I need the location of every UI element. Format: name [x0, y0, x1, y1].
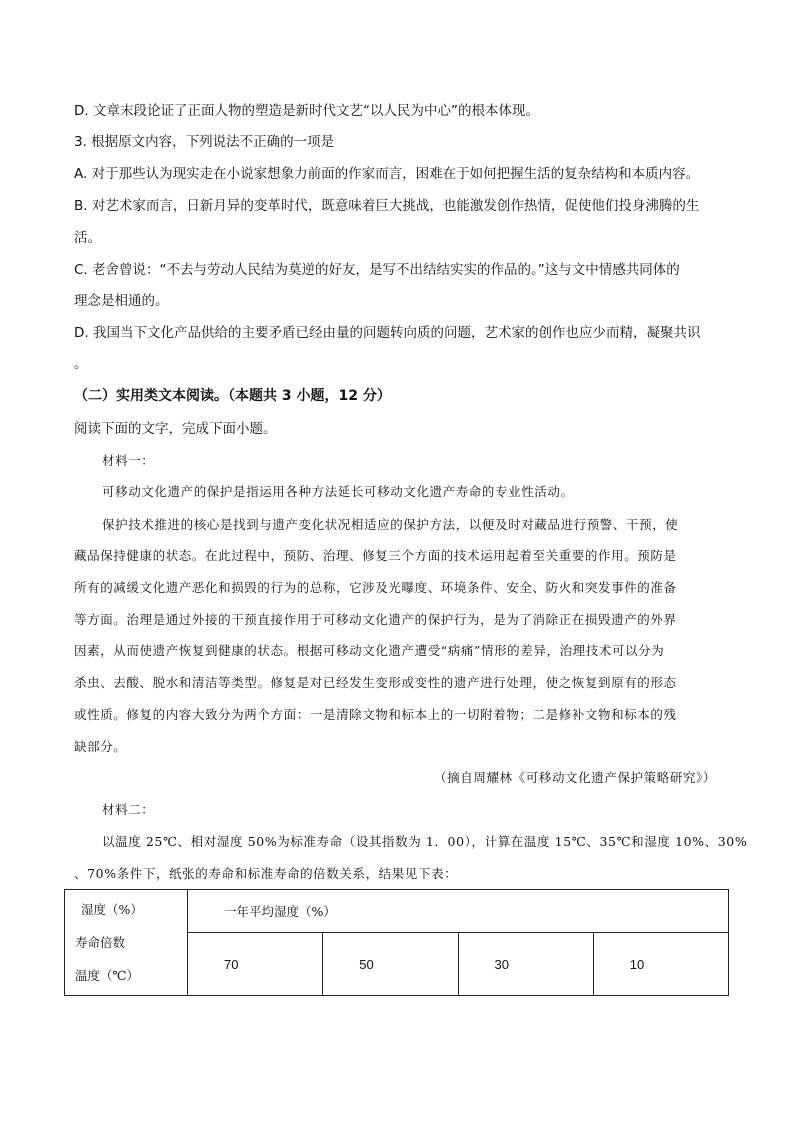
instructions: 阅读下面的文字，完成下面小题。	[74, 421, 277, 437]
table-column-10: 10	[593, 933, 728, 996]
material-1-para2-line4: 等方面。治理是通过外接的干预直接作用于可移动文化遗产的保护行为，是为了消除正在损毁遗产的外界	[74, 612, 677, 627]
material-1-para2-line6: 杀虫、去酸、脱水和清洁等类型。修复是对已经发生变形或变性的遗产进行处理，使之恢复到原有的形态	[74, 675, 677, 690]
material-1-para2-line8: 缺部分。	[74, 739, 127, 754]
option-a: A. 对于那些认为现实走在小说家想象力前面的作家而言，困难在于如何把握生活的复杂结构和本质内容。	[74, 166, 700, 182]
option-d-line2: 。	[74, 356, 88, 372]
option-d-statement: D. 文章末段论证了正面人物的塑造是新时代文艺“以人民为中心”的根本体现。	[74, 103, 539, 119]
material-1-para2-line7: 或性质。修复的内容大致分为两个方面：一是清除文物和标本上的一切附着物；二是修补文物和标本的残	[74, 707, 677, 722]
material-1-para2-line5: 因素，从而使遗产恢复到健康的状态。根据可移动文化遗产遭受“病痛”情形的差异，治理技术可以分为	[74, 643, 665, 658]
header-humidity-label: 湿度（%）	[81, 902, 143, 917]
material-2-para1-line2: 、70%条件下，纸张的寿命和标准寿命的倍数关系，结果见下表：	[74, 866, 458, 881]
table-column-30: 30	[458, 933, 593, 996]
material-1-para2-line3: 所有的减缓文化遗产恶化和损毁的行为的总称，它涉及光曝度、环境条件、安全、防火和突发事件的准备	[74, 580, 677, 595]
material-1-para2-line1: 保护技术推进的核心是找到与遗产变化状况相适应的保护方法，以便及时对藏品进行预警、干预，使	[102, 517, 679, 532]
material-2-title: 材料二：	[102, 802, 155, 817]
option-c-line2: 理念是相通的。	[74, 293, 169, 309]
material-1-para1: 可移动文化遗产的保护是指运用各种方法延长可移动文化遗产寿命的专业性活动。	[102, 484, 574, 499]
lifespan-table	[64, 889, 729, 996]
option-b-line1: B. 对艺术家而言，日新月异的变革时代，既意味着巨大挑战，也能激发创作热情，促使他们投身沸腾的生	[74, 198, 700, 214]
header-temperature-label: 温度（℃）	[75, 968, 139, 983]
option-b-line2: 活。	[74, 230, 101, 246]
table-header-left	[65, 890, 188, 996]
section-heading: （二）实用类文本阅读。（本题共 3 小题，12 分）	[74, 388, 391, 404]
material-1-para2-line2: 藏品保持健康的状态。在此过程中，预防、治理、修复三个方面的技术运用起着至关重要的作用。预防是	[74, 548, 677, 563]
material-2-para1-line1: 以温度 25℃、相对湿度 50%为标准寿命（设其指数为 1．00），计算在温度 15℃、35℃和湿度 10%、30%	[102, 834, 748, 849]
option-c-line1: C. 老舍曾说：“不去与劳动人民结为莫逆的好友，是写不出结结实实的作品的。”这与文中情感共同体的	[74, 262, 680, 278]
table-header-top: 一年平均湿度（%）	[188, 890, 729, 933]
material-1-title: 材料一：	[102, 453, 155, 468]
header-multiplier-label: 寿命倍数	[75, 935, 126, 950]
table-column-50: 50	[323, 933, 458, 996]
option-d-line1: D. 我国当下文化产品供给的主要矛盾已经由量的问题转向质的问题，艺术家的创作也应少而精，凝聚共识	[74, 325, 701, 341]
material-1-source: （摘自周耀林《可移动文化遗产保护策略研究》）	[434, 770, 716, 785]
question-3: 3. 根据原文内容，下列说法不正确的一项是	[74, 134, 335, 150]
table-column-70: 70	[188, 933, 323, 996]
